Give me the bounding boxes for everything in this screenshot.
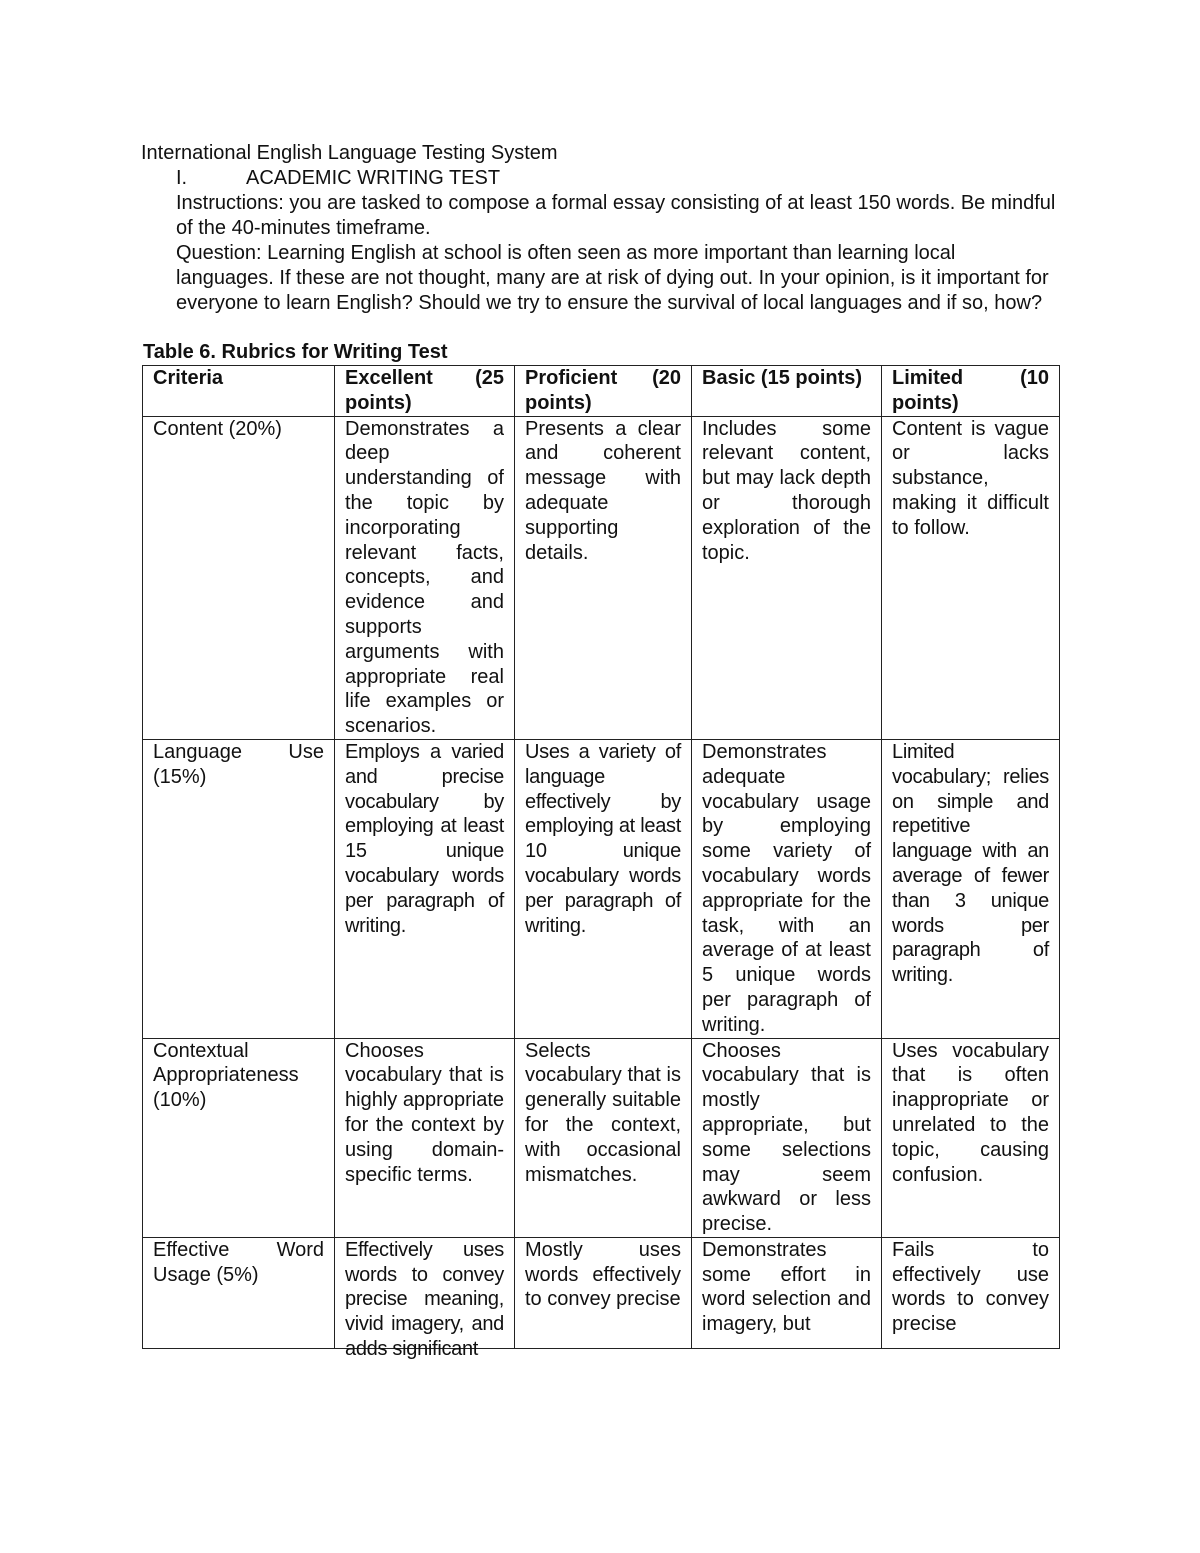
question-paragraph: Question: Learning English at school is often seen as more important than learning local languages. If these are not thought, many are at risk of dying out. In your opinion, is it important for everyone to learn English? Should we try to ensure the survival of local languages and if so, how? bbox=[176, 242, 1049, 314]
limited-cell: Content is vague or lacks substance, making it difficult to follow. bbox=[882, 416, 1060, 739]
limited-text: Fails to effectively use words to convey precise bbox=[892, 1238, 1049, 1336]
basic-cell bbox=[692, 1237, 882, 1348]
section-title bbox=[176, 166, 500, 191]
document-heading: International English Language Testing System bbox=[141, 142, 558, 164]
proficient-cell: Selects vocabulary that is generally suitable for the context, with occasional mismatches. bbox=[515, 1038, 692, 1237]
excellent-cell bbox=[335, 1237, 515, 1361]
criteria-text: Effective Word Usage (5%) bbox=[153, 1238, 324, 1286]
criteria-cell: Contextual Appropriateness (10%) bbox=[143, 1038, 335, 1237]
table-row-content bbox=[143, 416, 1060, 739]
basic-cell: Chooses vocabulary that is mostly appropriate, but some selections may seem awkward or less precise. bbox=[692, 1038, 882, 1237]
section-number: I. bbox=[176, 167, 188, 189]
instructions-paragraph: Instructions: you are tasked to compose a formal essay consisting of at least 150 words. Be mindful of the 40-minutes timeframe. bbox=[176, 192, 1056, 239]
table-row-language-use bbox=[143, 739, 1060, 1038]
table-caption: Table 6. Rubrics for Writing Test bbox=[143, 341, 448, 363]
excellent-cell: Employs a varied and precise vocabulary by employing at least 15 unique vocabulary words per paragraph of writing. bbox=[335, 739, 515, 1038]
section-title-text: ACADEMIC WRITING TEST bbox=[246, 167, 501, 189]
excellent-text: Effectively uses words to convey precise meaning, vivid imagery, and adds significant bbox=[345, 1238, 504, 1361]
table-header-row bbox=[143, 366, 1060, 417]
header-criteria: Criteria bbox=[143, 366, 335, 417]
limited-cell: Uses vocabulary that is often inappropriate or unrelated to the topic, causing confusion. bbox=[882, 1038, 1060, 1237]
basic-cell: Demonstrates adequate vocabulary usage by employing some variety of vocabulary words appropriate for the task, with an average of at least 5 unique words per paragraph of writing. bbox=[692, 739, 882, 1038]
table-row-contextual-appropriateness bbox=[143, 1038, 1060, 1237]
header-limited: Limited (10 points) bbox=[882, 366, 1060, 417]
header-proficient: Proficient (20 points) bbox=[515, 366, 692, 417]
limited-cell bbox=[882, 1237, 1060, 1348]
limited-cell: Limited vocabulary; relies on simple and repetitive language with an average of fewer than 3 unique words per paragraph of writing. bbox=[882, 739, 1060, 1038]
proficient-cell bbox=[515, 1237, 692, 1348]
criteria-cell bbox=[143, 1237, 335, 1348]
rubric-table bbox=[142, 365, 1060, 1361]
table-row-effective-word-usage bbox=[143, 1237, 1060, 1348]
proficient-text: Mostly uses words effectively to convey precise bbox=[525, 1238, 681, 1311]
header-basic: Basic (15 points) bbox=[692, 366, 882, 417]
proficient-cell: Presents a clear and coherent message with adequate supporting details. bbox=[515, 416, 692, 739]
criteria-cell: Content (20%) bbox=[143, 416, 335, 739]
basic-text: Demonstrates some effort in word selection and imagery, but bbox=[702, 1238, 871, 1336]
excellent-cell: Chooses vocabulary that is highly appropriate for the context by using domain-specific terms. bbox=[335, 1038, 515, 1237]
proficient-cell: Uses a variety of language effectively by employing at least 10 unique vocabulary words per paragraph of writing. bbox=[515, 739, 692, 1038]
basic-cell: Includes some relevant content, but may lack depth or thorough exploration of the topic. bbox=[692, 416, 882, 739]
header-excellent: Excellent (25 points) bbox=[335, 366, 515, 417]
criteria-cell: Language Use (15%) bbox=[143, 739, 335, 1038]
excellent-cell: Demonstrates a deep understanding of the topic by incorporating relevant facts, concepts, and evidence and supports arguments with appropriate real life examples or scenarios. bbox=[335, 416, 515, 739]
